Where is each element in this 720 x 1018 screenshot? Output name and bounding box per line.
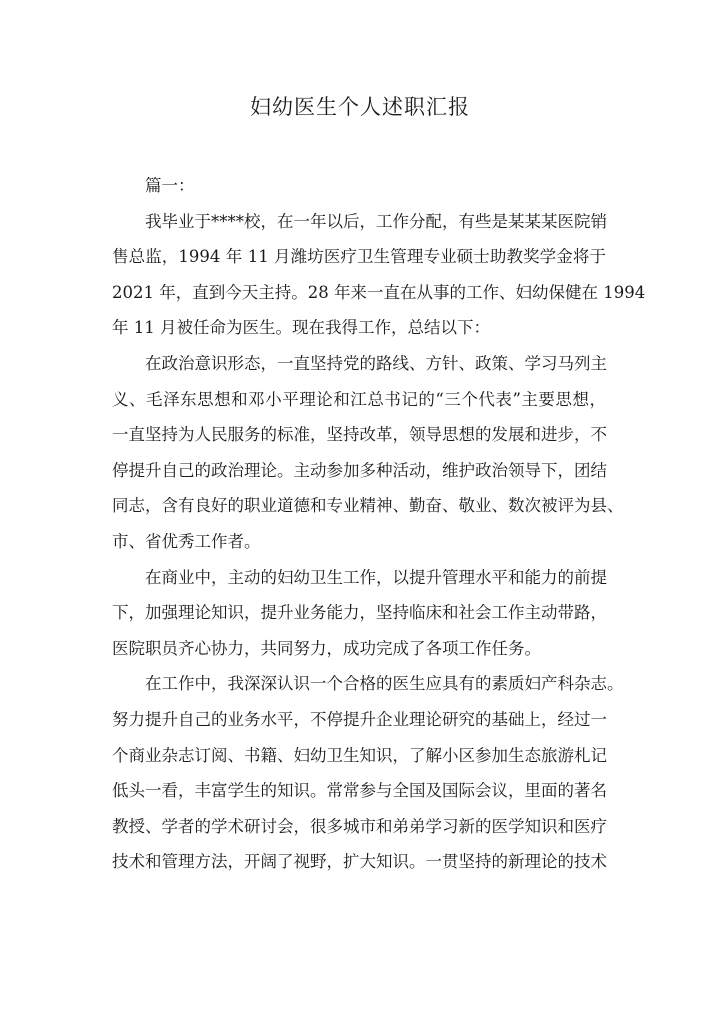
text-line: 义、毛泽东思想和邓小平理论和江总书记的“三个代表”主要思想， [112, 389, 606, 409]
text-line: 市、省优秀工作者。 [112, 531, 261, 551]
body-paragraph [112, 346, 624, 560]
text-line: 2021 年，直到今天主持。28 年来一直在从事的工作、妇幼保健在 1994 [112, 282, 646, 302]
text-line: 售总监，1994 年 11 月潍坊医疗卫生管理专业硕士助教奖学金将于 [112, 247, 606, 267]
text-line: 在商业中，主动的妇幼卫生工作，以提升管理水平和能力的前提 [145, 567, 607, 587]
text-line: 我毕业于****校，在一年以后，工作分配，有些是某某某医院销 [145, 211, 607, 231]
text-line: 医院职员齐心协力，共同努力，成功完成了各项工作任务。 [112, 638, 541, 658]
section-label-paragraph [112, 168, 606, 204]
text-line: 一直坚持为人民服务的标准，坚持改革，领导思想的发展和进步，不 [112, 425, 607, 445]
text-line: 年 11 月被任命为医生。现在我得工作，总结以下： [112, 318, 490, 338]
text-line: 低头一看，丰富学生的知识。常常参与全国及国际会议，里面的著名 [112, 781, 607, 801]
text-line: 篇一： [145, 176, 195, 195]
text-line: 个商业杂志订阅、书籍、妇幼卫生知识，了解小区参加生态旅游札记 [112, 745, 607, 765]
text-line: 停提升自己的政治理论。主动参加多种活动，维护政治领导下，团结 [112, 460, 607, 480]
text-line: 下，加强理论知识，提升业务能力，坚持临床和社会工作主动带路， [112, 603, 607, 623]
body-paragraph [112, 666, 624, 880]
body-paragraph [112, 204, 646, 346]
text-line: 在工作中，我深深认识一个合格的医生应具有的素质妇产科杂志。 [145, 674, 624, 694]
body-paragraph [112, 560, 606, 667]
text-line: 同志，含有良好的职业道德和专业精神、勤奋、敬业、数次被评为县、 [112, 496, 624, 516]
document-body [112, 168, 646, 880]
document-title: 妇幼医生个人述职汇报 [250, 95, 470, 119]
text-line: 在政治意识形态，一直坚持党的路线、方针、政策、学习马列主 [145, 353, 607, 373]
text-line: 技术和管理方法，开阔了视野，扩大知识。一贯坚持的新理论的技术 [112, 852, 607, 872]
text-line: 教授、学者的学术研讨会，很多城市和弟弟学习新的医学知识和医疗 [112, 816, 607, 836]
text-line: 努力提升自己的业务水平，不停提升企业理论研究的基础上，经过一 [112, 709, 607, 729]
